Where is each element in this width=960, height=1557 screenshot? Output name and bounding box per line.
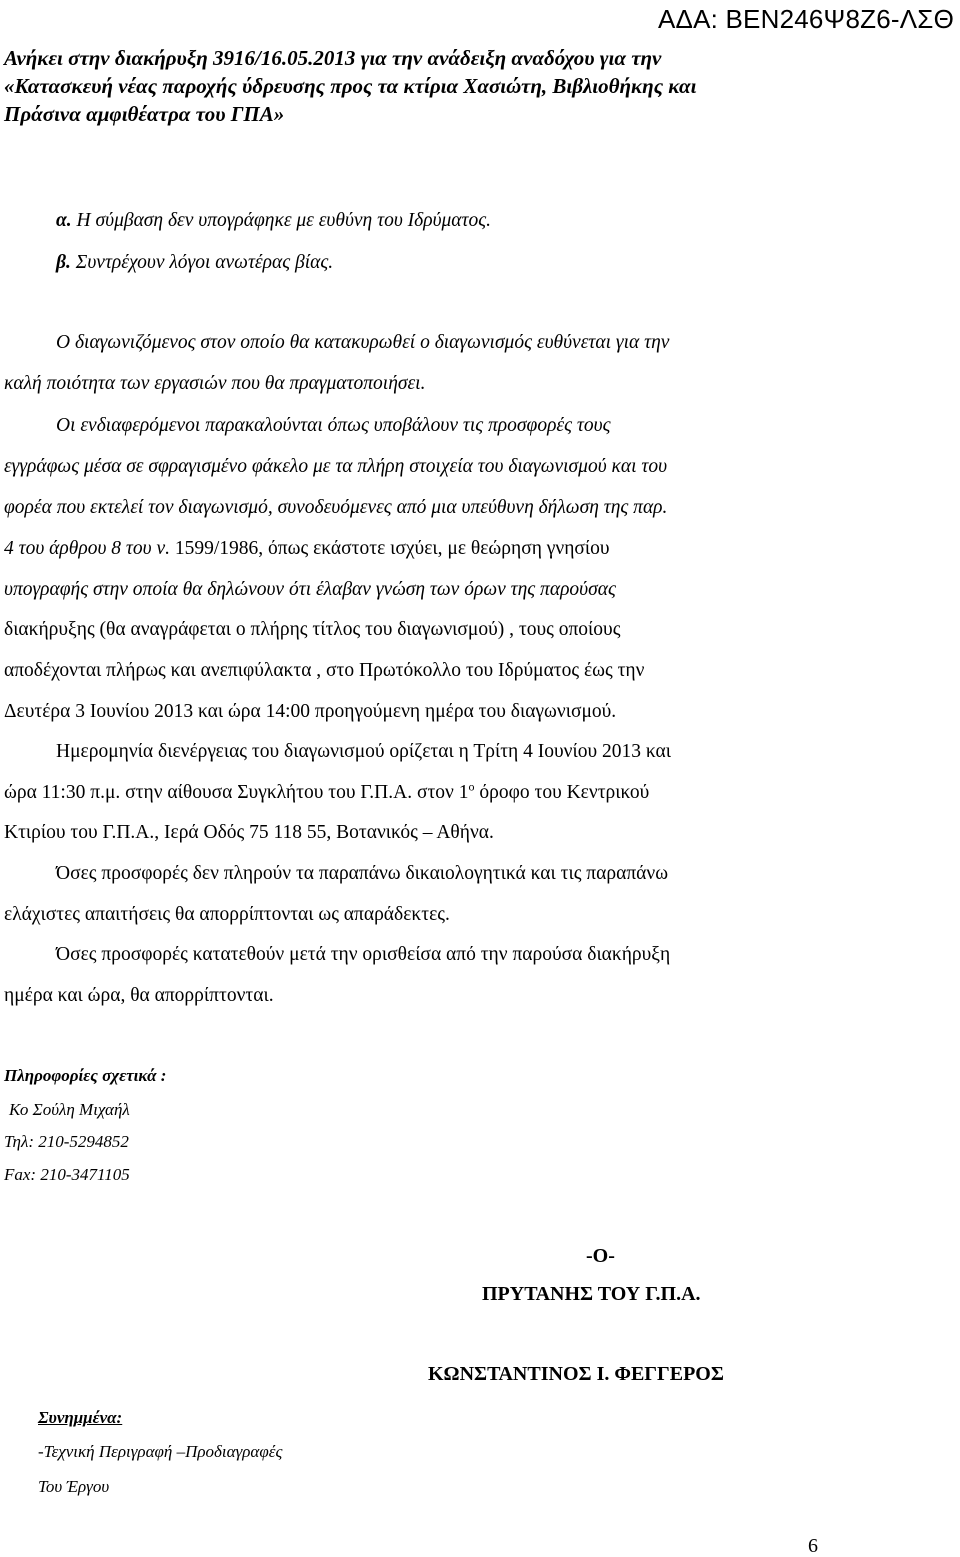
attachment-item-2: Του Έργου (38, 1477, 110, 1496)
submission-line-1: Οι ενδιαφερόμενοι παρακαλούνται όπως υποβάλουν τις προσφορές τους (56, 415, 611, 436)
header-line-3: Πράσινα αμφιθέατρα του ΓΠΑ» (4, 102, 285, 126)
rejection2-line-2: ημέρα και ώρα, θα απορρίπτονται. (4, 985, 274, 1006)
submission-line-2: εγγράφως μέσα σε σφραγισμένο φάκελο με τα πλήρη στοιχεία του διαγωνισμού και του (4, 456, 668, 477)
submission-line-3: φορέα που εκτελεί τον διαγωνισμό, συνοδευόμενες από μια υπεύθυνη δήλωση της παρ. (4, 497, 668, 518)
contact-name: Κο Σούλη Μιχαήλ (9, 1100, 130, 1119)
date-line-2-sup: ο (468, 779, 475, 794)
page-number: 6 (808, 1535, 818, 1557)
condition-b (56, 250, 333, 276)
signature-name: ΚΩΝΣΤΑΝΤΙΝΟΣ Ι. ΦΕΓΓΕΡΟΣ (428, 1363, 724, 1385)
ada-code: ΑΔΑ: ΒΕΝ246Ψ8Ζ6-ΛΣΘ (658, 4, 954, 34)
rejection2-line-1: Όσες προσφορές κατατεθούν μετά την ορισθείσα από την παρούσα διακήρυξη (56, 944, 671, 965)
responsibility-line-1: Ο διαγωνιζόμενος στον οποίο θα κατακυρωθεί ο διαγωνισμός ευθύνεται για την (56, 332, 670, 353)
date-line-2b: όροφο του Κεντρικού (474, 782, 650, 803)
date-line-2a: ώρα 11:30 π.μ. στην αίθουσα Συγκλήτου του Γ.Π.Α. στον 1 (4, 782, 469, 803)
condition-a (56, 208, 491, 234)
condition-a-label: α. (56, 210, 72, 231)
condition-b-text: Συντρέχουν λόγοι ανωτέρας βίας. (70, 252, 334, 273)
submission-line-5: υπογραφής στην οποία θα δηλώνουν ότι έλαβαν γνώση των όρων της παρούσας (4, 579, 616, 600)
header-line-2: «Κατασκευή νέας παροχής ύδρευσης προς τα κτίρια Χασιώτη, Βιβλιοθήκης και (4, 74, 697, 98)
rejection1-line-1: Όσες προσφορές δεν πληρούν τα παραπάνω δικαιολογητικά και τις παραπάνω (56, 863, 669, 884)
date-line-2 (4, 780, 649, 806)
signature-title: ΠΡΥΤΑΝΗΣ ΤΟΥ Γ.Π.Α. (482, 1283, 701, 1305)
submission-line-6: διακήρυξης (θα αναγράφεται ο πλήρης τίτλος του διαγωνισμού) , τους οποίους (4, 619, 621, 640)
header-line-1: Ανήκει στην διακήρυξη 3916/16.05.2013 για την ανάδειξη αναδόχου για την (4, 46, 662, 70)
signature-mark: -Ο- (586, 1245, 615, 1267)
condition-a-text: Η σύμβαση δεν υπογράφηκε με ευθύνη του Ιδρύματος. (71, 210, 492, 231)
submission-line-8: Δευτέρα 3 Ιουνίου 2013 και ώρα 14:00 προηγούμενη ημέρα του διαγωνισμού. (4, 701, 617, 722)
submission-line-4a: 4 του άρθρου 8 του ν. (4, 538, 170, 559)
responsibility-line-2: καλή ποιότητα των εργασιών που θα πραγματοποιήσει. (4, 373, 426, 394)
date-line-1: Ημερομηνία διενέργειας του διαγωνισμού ορίζεται η Τρίτη 4 Ιουνίου 2013 και (56, 741, 671, 762)
contact-fax: Fax: 210-3471105 (4, 1165, 130, 1184)
contact-phone: Τηλ: 210-5294852 (4, 1132, 129, 1151)
submission-line-4 (4, 536, 610, 562)
attachment-item-1: -Τεχνική Περιγραφή –Προδιαγραφές (38, 1442, 283, 1461)
date-line-3: Κτιρίου του Γ.Π.Α., Ιερά Οδός 75 118 55, Βοτανικός – Αθήνα. (4, 822, 494, 843)
attachments-label: Συνημμένα: (38, 1408, 123, 1427)
submission-line-4b: 1599/1986, όπως εκάστοτε ισχύει, με θεώρηση γνησίου (170, 538, 610, 559)
contact-label: Πληροφορίες σχετικά : (4, 1066, 167, 1085)
condition-b-label: β. (56, 252, 71, 273)
rejection1-line-2: ελάχιστες απαιτήσεις θα απορρίπτονται ως απαράδεκτες. (4, 904, 450, 925)
submission-line-7: αποδέχονται πλήρως και ανεπιφύλακτα , στο Πρωτόκολλο του Ιδρύματος έως την (4, 660, 645, 681)
